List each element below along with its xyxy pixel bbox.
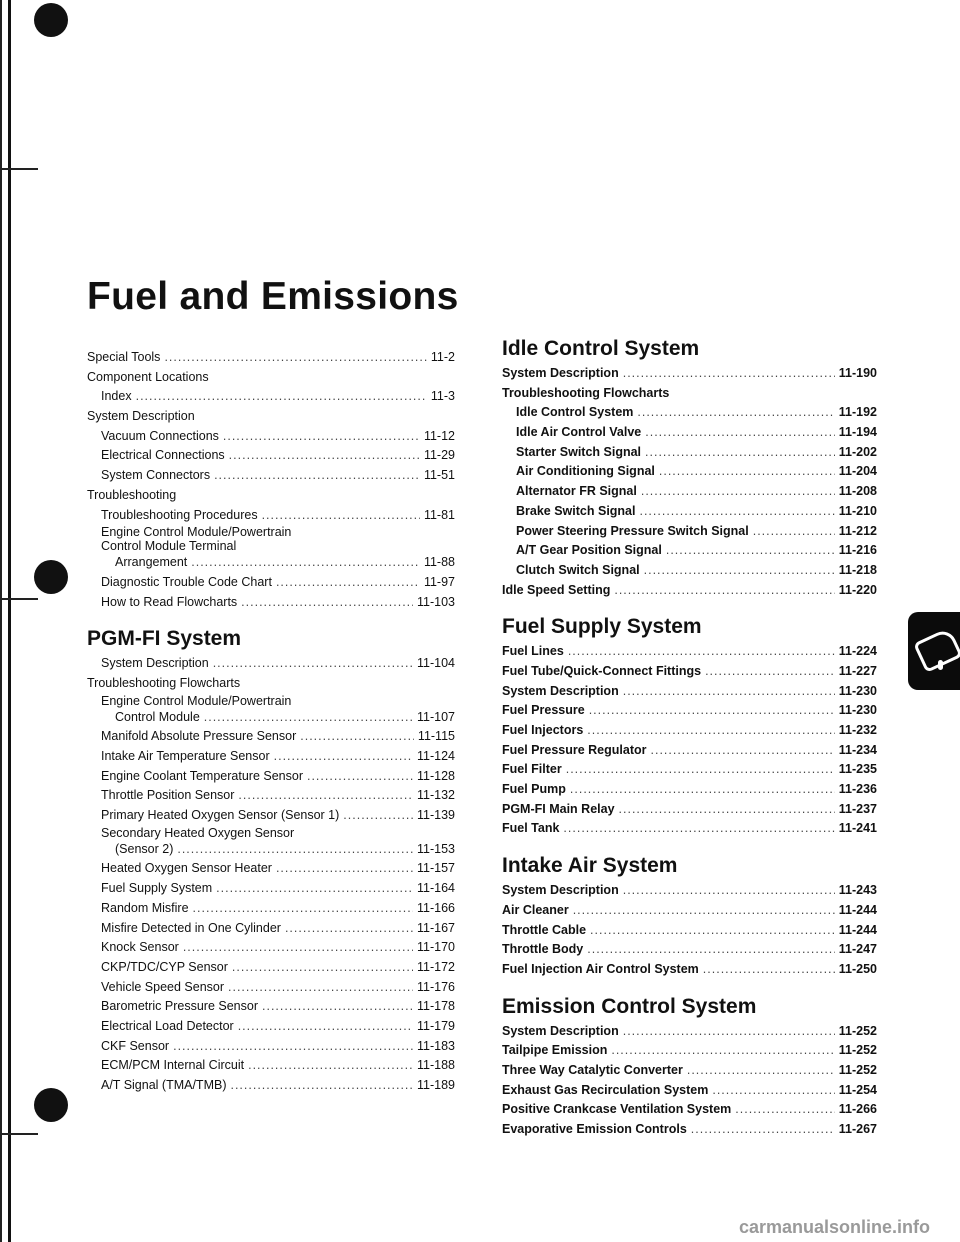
- toc-entry-label: A/T Gear Position Signal: [516, 543, 662, 558]
- page-edge-mark: [2, 168, 38, 170]
- toc-entry[interactable]: [502, 1120, 877, 1140]
- dot-leader: [216, 879, 413, 899]
- toc-entry-label: System Description: [502, 366, 619, 380]
- toc-entry-label: Air Cleaner: [502, 902, 569, 917]
- toc-entry-label: Clutch Switch Signal: [516, 562, 640, 577]
- toc-group-heading: Troubleshooting: [87, 487, 177, 502]
- dot-leader: [276, 859, 413, 879]
- toc-page-number: 11-115: [417, 729, 455, 744]
- toc-entry-label: Random Misfire: [101, 900, 189, 915]
- dot-leader: [623, 682, 835, 702]
- toc-page-number: 11-244: [838, 902, 877, 917]
- toc-entry[interactable]: [87, 978, 455, 998]
- toc-group-heading: Component Locations: [87, 369, 209, 384]
- toc-entry-label: Fuel Lines: [502, 644, 564, 659]
- toc-entry-label: Diagnostic Trouble Code Chart: [101, 574, 272, 589]
- dot-leader: [276, 573, 420, 593]
- dot-leader: [659, 462, 835, 482]
- toc-entry-label: Fuel Pressure: [502, 703, 585, 718]
- toc-entry[interactable]: [87, 1056, 455, 1076]
- toc-entry[interactable]: [502, 901, 877, 921]
- watermark: carmanualsonline.info: [738, 1217, 930, 1237]
- dot-leader: [611, 1041, 834, 1061]
- dot-leader: [204, 708, 413, 728]
- toc-entry-label: Knock Sensor: [101, 940, 179, 955]
- toc-group-heading: Troubleshooting Flowcharts: [502, 385, 670, 400]
- toc-right-column: [502, 336, 877, 1140]
- toc-page-number: 11-51: [423, 468, 455, 483]
- toc-entry[interactable]: [502, 1081, 877, 1101]
- section-gap: [502, 600, 877, 614]
- toc-entry-label: Power Steering Pressure Switch Signal: [516, 523, 749, 538]
- dot-leader: [136, 387, 427, 407]
- toc-entry[interactable]: [502, 423, 877, 443]
- toc-entry[interactable]: [87, 727, 455, 747]
- section-gap: [502, 980, 877, 994]
- dot-leader: [214, 466, 420, 486]
- toc-page-number: 11-210: [838, 503, 877, 518]
- section-heading: Intake Air System: [502, 854, 678, 878]
- toc-entry[interactable]: [502, 541, 877, 561]
- toc-entry-multiline[interactable]: [87, 694, 455, 728]
- page-title: Fuel and Emissions: [87, 275, 459, 318]
- dot-leader: [712, 1081, 834, 1101]
- dot-leader: [228, 978, 413, 998]
- dot-leader: [563, 819, 834, 839]
- binder-hole-top: [34, 3, 68, 37]
- dot-leader: [193, 899, 413, 919]
- dot-leader: [307, 767, 413, 787]
- toc-page-number: 11-244: [838, 922, 877, 937]
- toc-entry-label: Control Module: [115, 709, 200, 724]
- toc-entry[interactable]: [87, 786, 455, 806]
- toc-page-number: 11-247: [838, 942, 877, 957]
- dot-leader: [343, 806, 413, 826]
- section-heading: Emission Control System: [502, 994, 757, 1018]
- dot-leader: [238, 786, 413, 806]
- toc-entry-label: Idle Speed Setting: [502, 582, 611, 597]
- toc-page-number: 11-266: [838, 1102, 877, 1117]
- toc-entry[interactable]: [87, 919, 455, 939]
- toc-entry-label: Brake Switch Signal: [516, 503, 636, 518]
- toc-page-number: 11-250: [838, 961, 877, 976]
- binding-edge-line: [0, 0, 2, 1242]
- dot-leader: [639, 502, 834, 522]
- toc-group-heading: System Description: [87, 409, 195, 424]
- dot-leader: [587, 940, 835, 960]
- toc-entry[interactable]: [502, 881, 877, 901]
- binder-hole-bottom: [34, 1088, 68, 1122]
- toc-entry-label: A/T Signal (TMA/TMB): [101, 1078, 227, 1092]
- toc-entry-label: Engine Coolant Temperature Sensor: [101, 768, 303, 783]
- dot-leader: [223, 427, 420, 447]
- toc-entry[interactable]: [87, 958, 455, 978]
- dot-leader: [666, 541, 835, 561]
- toc-entry-label: Starter Switch Signal: [516, 444, 642, 459]
- toc-entry-label: Fuel Injection Air Control System: [502, 961, 699, 976]
- toc-entry[interactable]: [502, 819, 877, 839]
- toc-entry[interactable]: [87, 1076, 455, 1096]
- toc-entry-label: CKP/TDC/CYP Sensor: [101, 959, 228, 974]
- toc-page-number: 11-128: [417, 768, 455, 783]
- dot-leader: [183, 938, 413, 958]
- toc-page-number: 11-88: [423, 555, 455, 570]
- toc-entry[interactable]: [502, 522, 877, 542]
- dot-leader: [644, 561, 835, 581]
- toc-entry[interactable]: [502, 364, 877, 384]
- toc-page-number: 11-124: [417, 749, 455, 763]
- toc-entry-label: Vacuum Connections: [101, 428, 219, 443]
- toc-entry[interactable]: [502, 662, 877, 682]
- toc-entry[interactable]: [87, 806, 455, 826]
- dot-leader: [735, 1100, 834, 1120]
- toc-page-number: 11-216: [838, 543, 877, 558]
- toc-entry[interactable]: [87, 879, 455, 899]
- toc-entry-label: Fuel Pump: [502, 782, 566, 797]
- dot-leader: [274, 747, 413, 767]
- toc-entry-label-line: Engine Control Module/Powertrain: [101, 693, 292, 708]
- toc-entry[interactable]: [87, 446, 455, 466]
- dot-leader: [623, 1022, 835, 1042]
- dot-leader: [691, 1120, 835, 1140]
- toc-entry-last-line: [101, 553, 455, 573]
- toc-entry-label-line: Secondary Heated Oxygen Sensor: [101, 825, 295, 840]
- toc-entry-last-line: [101, 708, 455, 728]
- toc-group-heading: Troubleshooting Flowcharts: [87, 675, 241, 690]
- toc-page-number: 11-234: [838, 742, 877, 757]
- toc-entry-label: Throttle Position Sensor: [101, 788, 235, 803]
- toc-entry[interactable]: [502, 921, 877, 941]
- toc-entry-label: System Description: [101, 656, 209, 671]
- toc-page-number: 11-212: [838, 523, 877, 538]
- toc-page-number: 11-202: [838, 444, 877, 459]
- dot-leader: [587, 721, 834, 741]
- dot-leader: [568, 642, 835, 662]
- toc-entry[interactable]: [502, 940, 877, 960]
- toc-entry-label: System Description: [502, 883, 619, 898]
- toc-page-number: 11-157: [417, 861, 455, 876]
- toc-page-number: 11-139: [417, 808, 455, 823]
- toc-entry[interactable]: [502, 642, 877, 662]
- dot-leader: [687, 1061, 835, 1081]
- binding-edge-bar: [8, 0, 11, 1242]
- dot-leader: [229, 446, 420, 466]
- toc-entry-label: Primary Heated Oxygen Sensor (Sensor 1): [101, 808, 340, 823]
- toc-entry[interactable]: [502, 403, 877, 423]
- toc-page-number: 11-172: [417, 959, 455, 974]
- toc-entry-label: System Description: [502, 1023, 619, 1038]
- dot-leader: [566, 760, 835, 780]
- dot-leader: [703, 960, 835, 980]
- toc-entry[interactable]: [87, 767, 455, 787]
- dot-leader: [589, 701, 835, 721]
- toc-entry[interactable]: [502, 682, 877, 702]
- dot-leader: [232, 958, 413, 978]
- toc-entry-label: Special Tools: [87, 350, 161, 364]
- toc-entry-label: Electrical Load Detector: [101, 1018, 234, 1033]
- dot-leader: [213, 654, 413, 674]
- toc-entry-label: Fuel Filter: [502, 762, 562, 777]
- toc-page-number: 11-189: [417, 1078, 455, 1092]
- toc-page-number: 11-176: [417, 979, 455, 994]
- toc-entry-label: Exhaust Gas Recirculation System: [502, 1082, 709, 1097]
- dot-leader: [614, 581, 834, 601]
- toc-page-number: 11-252: [838, 1023, 877, 1038]
- toc-page-number: 11-190: [838, 366, 877, 380]
- toc-entry-label: (Sensor 2): [115, 841, 174, 856]
- dot-leader: [645, 423, 835, 443]
- toc-entry-label: PGM-FI Main Relay: [502, 801, 615, 816]
- toc-entry[interactable]: [502, 780, 877, 800]
- toc-page-number: 11-267: [838, 1122, 877, 1136]
- dot-leader: [241, 593, 413, 613]
- toc-entry-label: Intake Air Temperature Sensor: [101, 749, 270, 763]
- toc-page-number: 11-12: [423, 428, 455, 443]
- toc-page-number: 11-104: [417, 656, 455, 671]
- toc-left-column: [87, 348, 455, 1096]
- toc-entry-label: Heated Oxygen Sensor Heater: [101, 861, 272, 876]
- toc-entry-label-line: Control Module Terminal: [101, 539, 237, 554]
- toc-page-number: 11-3: [430, 389, 455, 404]
- toc-entry-label: Fuel Pressure Regulator: [502, 742, 647, 757]
- toc-page-number: 11-153: [417, 841, 455, 856]
- toc-page-number: 11-252: [838, 1043, 877, 1058]
- toc-page-number: 11-178: [417, 999, 455, 1014]
- toc-entry[interactable]: [87, 1037, 455, 1057]
- dot-leader: [573, 901, 835, 921]
- section-gap: [502, 839, 877, 853]
- dot-leader: [641, 482, 835, 502]
- toc-entry-label: Manifold Absolute Pressure Sensor: [101, 729, 297, 744]
- toc-entry[interactable]: [502, 502, 877, 522]
- section-gap: [87, 612, 455, 626]
- toc-page-number: 11-236: [838, 782, 877, 797]
- toc-page-number: 11-252: [838, 1062, 877, 1077]
- toc-page-number: 11-166: [417, 900, 455, 915]
- toc-page-number: 11-254: [838, 1082, 877, 1097]
- dot-leader: [173, 1037, 413, 1057]
- toc-entry-label: Barometric Pressure Sensor: [101, 999, 259, 1014]
- section-heading: Fuel Supply System: [502, 615, 702, 639]
- toc-entry-label: Alternator FR Signal: [516, 484, 637, 499]
- toc-entry-last-line: [101, 840, 455, 860]
- toc-entry[interactable]: [502, 800, 877, 820]
- toc-entry-label: Arrangement: [115, 555, 188, 570]
- page-edge-mark: [2, 598, 38, 600]
- toc-page-number: 11-224: [838, 644, 877, 659]
- toc-entry[interactable]: [502, 1022, 877, 1042]
- toc-entry[interactable]: [87, 654, 455, 674]
- toc-entry-label: Positive Crankcase Ventilation System: [502, 1102, 732, 1117]
- section-tab[interactable]: [908, 612, 960, 690]
- dot-leader: [300, 727, 414, 747]
- toc-entry[interactable]: [87, 427, 455, 447]
- toc-entry[interactable]: [87, 348, 455, 368]
- toc-entry[interactable]: [502, 581, 877, 601]
- toc-entry-label: Fuel Tank: [502, 821, 560, 836]
- toc-entry-label: Throttle Body: [502, 942, 584, 957]
- toc-entry-label: Tailpipe Emission: [502, 1043, 608, 1058]
- toc-page-number: 11-230: [838, 683, 877, 698]
- toc-entry-label: Air Conditioning Signal: [516, 464, 655, 479]
- toc-entry[interactable]: [87, 593, 455, 613]
- toc-entry[interactable]: [87, 466, 455, 486]
- toc-entry[interactable]: [502, 741, 877, 761]
- dot-leader: [262, 506, 420, 526]
- toc-entry-label: Index: [101, 389, 132, 404]
- toc-entry-multiline[interactable]: [87, 525, 455, 573]
- toc-entry[interactable]: [87, 387, 455, 407]
- toc-entry[interactable]: [87, 747, 455, 767]
- dot-leader: [623, 881, 835, 901]
- toc-entry[interactable]: [502, 701, 877, 721]
- toc-page-number: 11-235: [838, 762, 877, 777]
- dot-leader: [248, 1056, 413, 1076]
- page-edge-mark: [2, 1133, 38, 1135]
- toc-entry-label: Vehicle Speed Sensor: [101, 979, 225, 994]
- toc-entry[interactable]: [502, 1100, 877, 1120]
- fuel-drop-icon: [938, 660, 943, 670]
- dot-leader: [177, 840, 413, 860]
- dot-leader: [637, 403, 834, 423]
- toc-page-number: 11-164: [417, 881, 455, 896]
- dot-leader: [590, 921, 835, 941]
- toc-page-number: 11-230: [838, 703, 877, 718]
- toc-entry-label: System Connectors: [101, 468, 211, 483]
- toc-page-number: 11-103: [417, 594, 455, 609]
- toc-entry[interactable]: [502, 482, 877, 502]
- toc-entry-label-line: Engine Control Module/Powertrain: [101, 525, 292, 540]
- toc-entry[interactable]: [502, 960, 877, 980]
- dot-leader: [645, 443, 835, 463]
- toc-entry[interactable]: [502, 561, 877, 581]
- dot-leader: [262, 997, 413, 1017]
- dot-leader: [164, 348, 426, 368]
- toc-entry-label: Misfire Detected in One Cylinder: [101, 920, 281, 935]
- toc-page-number: 11-227: [838, 663, 877, 678]
- toc-entry[interactable]: [502, 1041, 877, 1061]
- toc-entry[interactable]: [87, 859, 455, 879]
- toc-entry-label: Fuel Injectors: [502, 723, 584, 737]
- toc-entry[interactable]: [502, 1061, 877, 1081]
- dot-leader: [285, 919, 413, 939]
- toc-page-number: 11-220: [838, 582, 877, 597]
- toc-page-number: 11-107: [417, 709, 455, 724]
- toc-entry[interactable]: [87, 899, 455, 919]
- toc-entry-label: Throttle Cable: [502, 922, 587, 937]
- toc-entry-label: Idle Air Control Valve: [516, 425, 642, 440]
- toc-entry-label: Fuel Tube/Quick-Connect Fittings: [502, 663, 702, 678]
- toc-page-number: 11-218: [838, 562, 877, 577]
- toc-page-number: 11-241: [838, 821, 877, 836]
- section-heading: PGM-FI System: [87, 627, 242, 651]
- toc-page-number: 11-179: [417, 1018, 455, 1033]
- toc-entry[interactable]: [87, 938, 455, 958]
- toc-entry-label: Fuel Supply System: [101, 881, 213, 896]
- toc-entry-label: Electrical Connections: [101, 448, 225, 463]
- toc-page-number: 11-208: [838, 484, 877, 499]
- toc-entry-label: How to Read Flowcharts: [101, 594, 238, 609]
- toc-entry[interactable]: [502, 462, 877, 482]
- toc-entry[interactable]: [502, 760, 877, 780]
- toc-page-number: 11-167: [417, 920, 455, 935]
- toc-entry-label: Troubleshooting Procedures: [101, 507, 258, 522]
- toc-entry[interactable]: [87, 997, 455, 1017]
- dot-leader: [651, 741, 835, 761]
- section-heading: Idle Control System: [502, 337, 700, 360]
- toc-page-number: 11-194: [838, 425, 877, 440]
- dot-leader: [623, 364, 835, 384]
- dot-leader: [238, 1017, 413, 1037]
- toc-entry-label: System Description: [502, 683, 619, 698]
- toc-entry-multiline[interactable]: [87, 826, 455, 860]
- dot-leader: [191, 553, 420, 573]
- toc-entry-label: CKF Sensor: [101, 1038, 170, 1053]
- toc-entry-label: ECM/PCM Internal Circuit: [101, 1058, 245, 1073]
- dot-leader: [619, 800, 835, 820]
- toc-entry-label: Idle Control System: [516, 405, 634, 420]
- dot-leader: [705, 662, 835, 682]
- toc-page-number: 11-97: [423, 574, 455, 589]
- toc-page-number: 11-132: [417, 788, 455, 803]
- toc-page-number: 11-192: [838, 405, 877, 420]
- toc-page-number: 11-204: [838, 464, 877, 479]
- toc-page-number: 11-232: [838, 723, 877, 737]
- toc-page-number: 11-243: [838, 883, 877, 898]
- toc-page-number: 11-188: [417, 1058, 455, 1073]
- toc-page-number: 11-29: [423, 448, 455, 463]
- dot-leader: [753, 522, 835, 542]
- toc-entry[interactable]: [502, 443, 877, 463]
- toc-entry[interactable]: [87, 1017, 455, 1037]
- toc-entry[interactable]: [87, 573, 455, 593]
- fuel-nozzle-icon: [913, 627, 960, 673]
- toc-page-number: 11-2: [430, 350, 455, 364]
- binder-hole-middle: [34, 560, 68, 594]
- dot-leader: [230, 1076, 413, 1096]
- toc-page-number: 11-183: [417, 1038, 455, 1053]
- toc-page-number: 11-81: [423, 507, 455, 522]
- toc-entry[interactable]: [87, 506, 455, 526]
- dot-leader: [570, 780, 835, 800]
- toc-page-number: 11-237: [838, 801, 877, 816]
- toc-entry-label: Three Way Catalytic Converter: [502, 1062, 683, 1077]
- toc-page-number: 11-170: [417, 940, 455, 955]
- toc-entry[interactable]: [502, 721, 877, 741]
- toc-entry-label: Evaporative Emission Controls: [502, 1122, 687, 1136]
